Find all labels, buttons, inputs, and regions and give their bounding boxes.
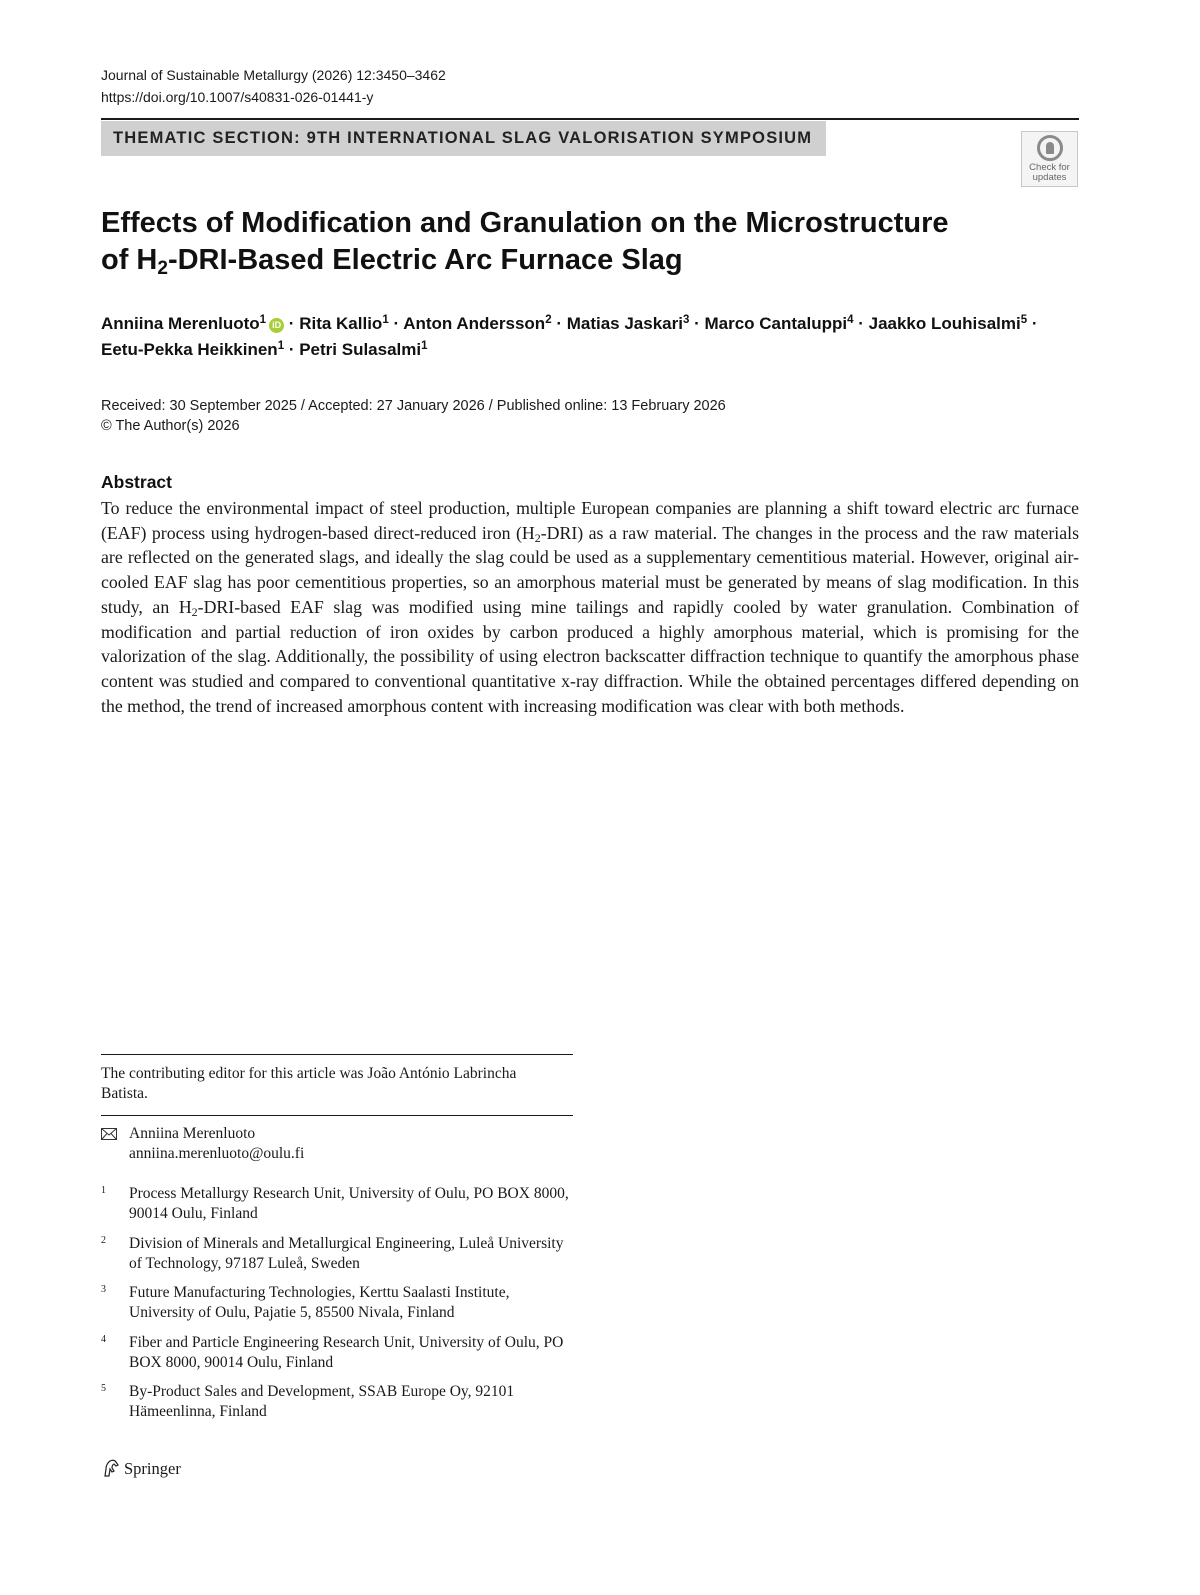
editor-note: The contributing editor for this article was João António Labrincha Batista.	[101, 1065, 517, 1102]
publication-dates: Received: 30 September 2025 / Accepted: 27 January 2026 / Published online: 13 February 2026 © The Author(s) 2026	[101, 398, 726, 434]
bookmark-icon	[1037, 135, 1063, 161]
affiliation-item: 2 Division of Minerals and Metallurgical Engineering, Luleå University of Technology, 97187 Luleå, Sweden	[101, 1234, 564, 1272]
author-name[interactable]: Eetu-Pekka Heikkinen	[101, 340, 278, 359]
doi-link[interactable]: https://doi.org/10.1007/s40831-026-01441-y	[101, 89, 374, 105]
check-for-updates-button[interactable]	[1021, 131, 1078, 187]
abstract-text: To reduce the environmental impact of steel production, multiple European companies are planning a shift toward electric arc furnace (EAF) process using hydrogen-based direct-reduced iron $(H_2-DRI)$ as a raw material. The changes in the process and the raw materials are reflected on the generated slags, and ideally the slag could be used as a supplementary cementitious material. However, original air-cooled EAF slag has poor cementitious properties, so an amorphous material must be generated by means of slag modification. In this study, an $H_2-DRI$-based EAF slag was modified using mine tailings and rapidly cooled by water granulation. Combination of modification and partial reduction of iron oxides by carbon produced a highly amorphous material, which is promising for the valorization of the slag. Additionally, the possibility of using electron backscatter diffraction technique to quantify the amorphous phase content was studied and compared to conventional quantitative x-ray diffraction. While the obtained percentages differed depending on the method, the trend of increased amorphous content with increasing modification was clear with both methods.	[101, 498, 1079, 716]
orcid-icon[interactable]: iD	[269, 318, 284, 333]
envelope-icon	[101, 1128, 117, 1140]
footnote-rule	[101, 1054, 573, 1055]
section-banner: THEMATIC SECTION: 9TH INTERNATIONAL SLAG VALORISATION SYMPOSIUM	[101, 121, 826, 156]
header-rule	[101, 118, 1079, 120]
copyright-notice: © The Author(s) 2026	[101, 418, 240, 434]
author-name[interactable]: Matias Jaskari	[566, 314, 683, 333]
publisher-logo	[101, 1457, 181, 1481]
author-name[interactable]: Petri Sulasalmi	[299, 340, 422, 359]
publisher-name: Springer	[124, 1459, 181, 1478]
article-title: Effects of Modification and Granulation on the Microstructure of $H_2-DRI$-Based Electric Arc Furnace Slag	[101, 207, 949, 279]
check-updates-label: Check for updates	[1029, 162, 1070, 183]
affiliations	[101, 1184, 571, 1432]
affiliation-item: 4 Fiber and Particle Engineering Research Unit, University of Oulu, PO BOX 8000, 90014 Oulu, Finland	[101, 1333, 564, 1371]
author-name[interactable]: Jaakko Louhisalmi	[868, 314, 1021, 333]
correspondence-name: Anniina Merenluoto	[129, 1125, 256, 1142]
abstract-heading: Abstract	[101, 472, 172, 492]
affiliation-item: 5 By-Product Sales and Development, SSAB Europe Oy, 92101 Hämeenlinna, Finland	[101, 1383, 515, 1420]
footnote-rule	[101, 1115, 573, 1116]
author-name[interactable]: Anton Andersson	[403, 314, 546, 333]
author-name[interactable]: Anniina Merenluoto	[101, 314, 260, 333]
springer-horse-icon	[101, 1458, 121, 1478]
journal-citation: Journal of Sustainable Metallurgy (2026) 12:3450–3462	[101, 67, 446, 83]
journal-info	[101, 64, 446, 108]
correspondence-email[interactable]: anniina.merenluoto@oulu.fi	[129, 1145, 305, 1162]
correspondence	[101, 1124, 304, 1164]
author-name[interactable]: Marco Cantaluppi	[704, 314, 848, 333]
author-name[interactable]: Rita Kallio	[299, 314, 383, 333]
affiliation-item: 3 Future Manufacturing Technologies, Kerttu Saalasti Institute, University of Oulu, Pajatie 5, 85500 Nivala, Finland	[101, 1284, 510, 1321]
affiliation-item: 1 Process Metallurgy Research Unit, University of Oulu, PO BOX 8000, 90014 Oulu, Finland	[101, 1185, 569, 1222]
author-list: Anniina Merenluoto$^1$ iD · Rita Kallio$^1$ · Anton Andersson$^2$ · Matias Jaskari$^3$ · Marco Cantaluppi$^4$ · Jaakko Louhisalmi$^5$ · Eetu-Pekka Heikkinen$^1$ · Petri Sulasalmi$^1$	[101, 314, 1038, 359]
